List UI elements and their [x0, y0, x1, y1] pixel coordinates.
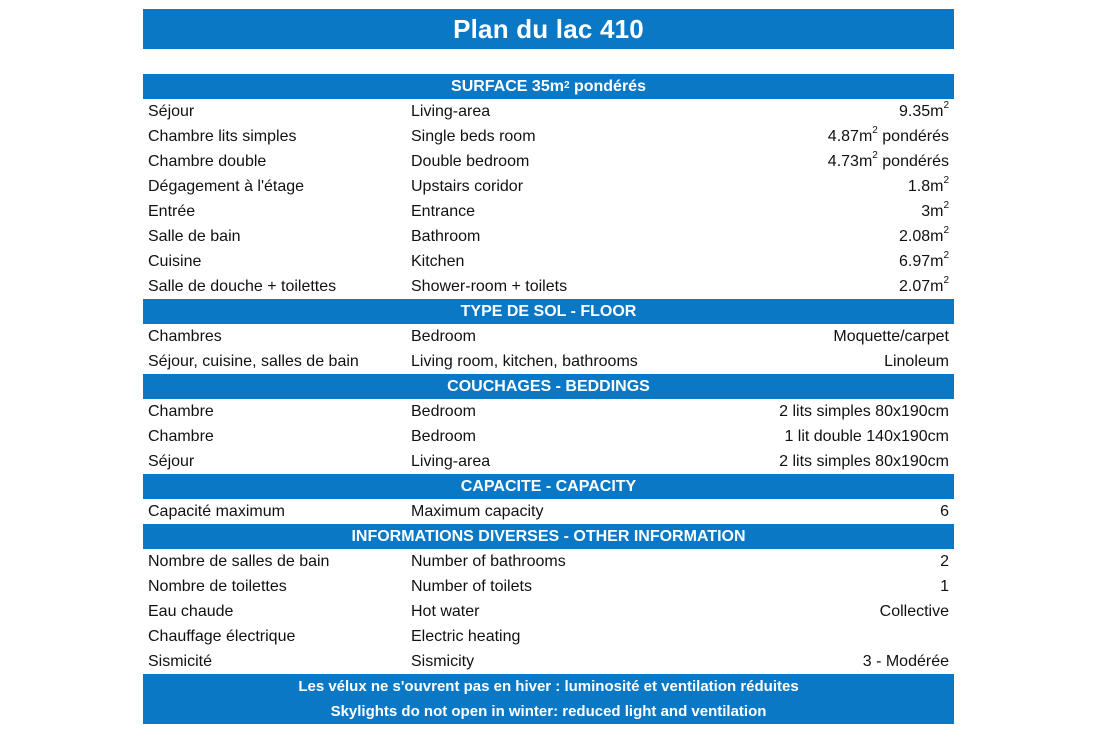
label-fr: Dégagement à l'étage [148, 177, 305, 195]
label-en: Number of toilets [411, 577, 532, 595]
value-sup: 2 [943, 275, 949, 287]
label-fr: Chambre [148, 427, 214, 445]
footer-note [143, 674, 954, 724]
value-text: 2.08m [898, 227, 944, 245]
label-en: Electric heating [411, 627, 521, 645]
label-fr: Chauffage électrique [148, 627, 296, 645]
label-fr: Cuisine [148, 252, 202, 270]
value-text: 4.73m [827, 152, 873, 170]
value [711, 603, 954, 621]
table-row [143, 224, 954, 249]
label-fr: Sismicité [148, 652, 213, 670]
value-sup: 2 [872, 125, 878, 137]
value-text: 2 lits simples 80x190cm [779, 452, 949, 470]
value [711, 453, 954, 471]
value-text: 6 [940, 502, 949, 520]
label-en: Bedroom [411, 327, 476, 345]
value-text: 9.35m [898, 102, 944, 120]
info-sheet [143, 9, 954, 724]
value-sup: 2 [872, 150, 878, 162]
label-en: Bedroom [411, 402, 476, 420]
table-row [143, 99, 954, 124]
value [711, 175, 954, 196]
section-header-text: SURFACE 35m [451, 77, 564, 95]
value-sup: 2 [943, 225, 949, 237]
section-header-text: COUCHAGES - BEDDINGS [447, 377, 650, 395]
table-row [143, 599, 954, 624]
value-text: Moquette/carpet [833, 327, 949, 345]
value [711, 100, 954, 121]
footer-line-en: Skylights do not open in winter: reduced light and ventilation [330, 703, 767, 720]
section-header [143, 374, 954, 399]
value-suffix: pondérés [877, 127, 949, 145]
section-header-text: CAPACITE - CAPACITY [460, 477, 637, 495]
section-header: SURFACE 35m $^2$ pondérés [143, 74, 954, 99]
footer-line-fr: Les vélux ne s'ouvrent pas en hiver : luminosité et ventilation réduites [298, 678, 799, 695]
value [711, 653, 954, 671]
table-row [143, 324, 954, 349]
table-row [143, 649, 954, 674]
label-en: Hot water [411, 602, 480, 620]
label-en: Shower-room + toilets [411, 277, 568, 295]
label-en: Maximum capacity [411, 502, 544, 520]
value-sup: 2 [943, 250, 949, 262]
section-header [143, 524, 954, 549]
value [711, 353, 954, 371]
section-header-text: TYPE DE SOL - FLOOR [460, 302, 637, 320]
value-sup: 2 [943, 175, 949, 187]
value [711, 250, 954, 271]
value-text: 2 [940, 552, 949, 570]
table-row [143, 274, 954, 299]
value [711, 150, 954, 171]
value [711, 125, 954, 146]
section-header [143, 299, 954, 324]
label-en: Bedroom [411, 427, 476, 445]
table-row [143, 124, 954, 149]
value [711, 553, 954, 571]
value [711, 578, 954, 596]
value-text: 2.07m [898, 277, 944, 295]
label-fr: Entrée [148, 202, 196, 220]
label-en: Living room, kitchen, bathrooms [411, 352, 638, 370]
label-en: Entrance [411, 202, 476, 220]
section-header-suffix: pondérés [569, 77, 646, 95]
label-fr: Eau chaude [148, 602, 234, 620]
label-en: Living-area [411, 102, 491, 120]
value-text: 1.8m [907, 177, 944, 195]
label-fr: Séjour [148, 102, 195, 120]
label-en: Single beds room [411, 127, 536, 145]
label-en: Bathroom [411, 227, 481, 245]
table-row [143, 449, 954, 474]
section-header [143, 474, 954, 499]
label-fr: Capacité maximum [148, 502, 285, 520]
table-row [143, 399, 954, 424]
table-row [143, 499, 954, 524]
table-row [143, 549, 954, 574]
value-text: 1 [940, 577, 949, 595]
value [711, 200, 954, 221]
value-text: Linoleum [884, 352, 949, 370]
label-en: Upstairs coridor [411, 177, 524, 195]
value [711, 328, 954, 346]
value-text: 2 lits simples 80x190cm [779, 402, 949, 420]
label-fr: Séjour, cuisine, salles de bain [148, 352, 359, 370]
label-fr: Nombre de salles de bain [148, 552, 330, 570]
label-fr: Salle de douche + toilettes [148, 277, 337, 295]
value-suffix: pondérés [877, 152, 949, 170]
value-sup: 2 [943, 100, 949, 112]
value [711, 503, 954, 521]
value-text: 4.87m [827, 127, 873, 145]
label-fr: Chambre [148, 402, 214, 420]
spacer [143, 49, 954, 74]
table-row [143, 624, 954, 649]
table-row [143, 174, 954, 199]
label-en: Double bedroom [411, 152, 530, 170]
sections-container [143, 74, 954, 674]
table-row [143, 424, 954, 449]
label-fr: Chambre lits simples [148, 127, 297, 145]
value-sup: 2 [943, 200, 949, 212]
label-fr: Chambres [148, 327, 222, 345]
value-text: 6.97m [898, 252, 944, 270]
value [711, 225, 954, 246]
table-row [143, 249, 954, 274]
section-header-text: INFORMATIONS DIVERSES - OTHER INFORMATION [351, 527, 746, 545]
label-en: Living-area [411, 452, 491, 470]
label-fr: Chambre double [148, 152, 267, 170]
table-row [143, 149, 954, 174]
value [711, 275, 954, 296]
value [711, 428, 954, 446]
value-text: 1 lit double 140x190cm [784, 427, 949, 445]
table-row [143, 349, 954, 374]
label-fr: Nombre de toilettes [148, 577, 287, 595]
value-text: 3 - Modérée [862, 652, 949, 670]
label-en: Sismicity [411, 652, 475, 670]
value-text: Collective [879, 602, 949, 620]
value-text: 3m [921, 202, 944, 220]
table-row [143, 574, 954, 599]
table-row [143, 199, 954, 224]
label-fr: Séjour [148, 452, 195, 470]
label-fr: Salle de bain [148, 227, 241, 245]
page-title: Plan du lac 410 [143, 9, 954, 49]
label-en: Kitchen [411, 252, 465, 270]
label-en: Number of bathrooms [411, 552, 566, 570]
value [711, 403, 954, 421]
